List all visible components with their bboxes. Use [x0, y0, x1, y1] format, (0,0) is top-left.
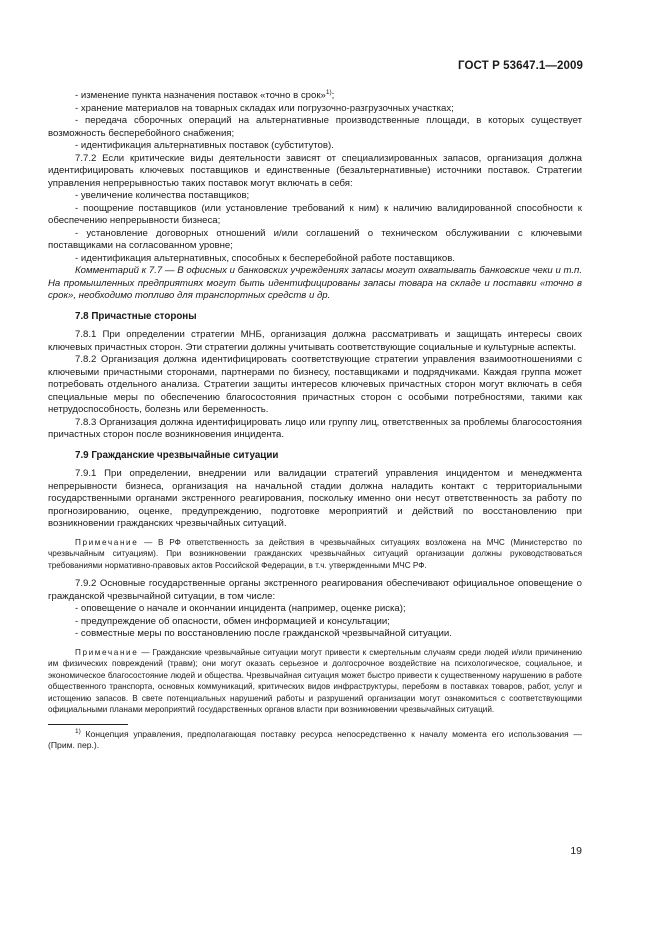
list-item: - увеличение количества поставщиков; — [75, 190, 250, 201]
list-item: - идентификация альтернативных, способных к бесперебойной работе поставщиков. — [75, 252, 455, 264]
list-item: - поощрение поставщиков (или установление требований к ним) к наличию валидированной способности к обеспечению непрерывности бизнеса; — [48, 202, 582, 226]
footnote-ref: 1) — [325, 88, 332, 96]
note-label: Примечание — [75, 537, 139, 547]
page-number: 19 — [570, 845, 582, 857]
list-item: - совместные меры по восстановлению после гражданской чрезвычайной ситуации. — [75, 628, 452, 639]
list-item: - предупреждение об опасности, обмен информацией и консультации; — [75, 615, 390, 627]
note-7-9-1: Примечание — В РФ ответственность за действия в чрезвычайных ситуациях возложена на МЧС (Министерство по чрезвычайным ситуациям). При возникновении гражданских чрезвычайных ситуаций организации должны руководствоваться требованиями нормативно-правовых актов Российской Федерации, в т.ч. утвержденными МЧС РФ. — [48, 537, 582, 570]
list-item: - установление договорных отношений и/или соглашений о техническом обслуживании с ключевыми поставщиками на согласованном уровне; — [48, 227, 582, 251]
section-heading-7-8: 7.8 Причастные стороны — [75, 310, 197, 322]
footnote: $^{1)}$ Концепция управления, предполагающая поставку ресурса непосредственно к началу момента его использования — (Прим. пер.). — [48, 727, 582, 750]
paragraph-7-7-2: 7.7.2 Если критические виды деятельности зависят от специализированных запасов, организация должна идентифицировать ключевых поставщиков и единственные (безальтернативные) источники поставок. Стратегии управления непрерывностью таких поставок могут включать в себя: — [48, 152, 582, 189]
paragraph-7-8-2: 7.8.2 Организация должна идентифицировать соответствующие стратегии управления взаимоотношениями с ключевыми причастными сторонами, партнерами по бизнесу, поставщиками и подрядчиками. Каждая группа может потребовать отдельного анализа. Стратегии защиты интересов ключевых причастных сторон могут включать в себя специальные меры по обеспечению благосостояния причастных сторон с особыми потребностями, такими как нетрудоспособность, болезнь или беременность. — [48, 354, 582, 415]
footnote-separator — [48, 724, 128, 725]
page-body — [48, 90, 582, 752]
list-item: - передача сборочных операций на альтернативные производственные площади, в которых существует возможность бесперебойного снабжения; — [48, 115, 582, 139]
list-item: - хранение материалов на товарных складах или погрузочно-разгрузочных участках; — [75, 102, 454, 114]
standard-header: ГОСТ Р 53647.1—2009 — [458, 60, 583, 72]
paragraph-7-8-1: 7.8.1 При определении стратегии МНБ, организация должна рассматривать и защищать интересы своих ключевых причастных сторон. Эти стратегии должны учитывать соответствующие социальные и культурные аспекты. — [48, 329, 582, 353]
list-item: - идентификация альтернативных поставок (субститутов). — [75, 140, 334, 151]
paragraph-7-8-3: 7.8.3 Организация должна идентифицировать лицо или группу лиц, ответственных за проблемы благосостояния причастных сторон после возникновения инцидента. — [48, 416, 582, 440]
note-7-9-2: Примечание — Гражданские чрезвычайные ситуации могут привести к смертельным случаям среди людей и/или причинению им физических повреждений (травм); они могут оказать серьезное и долгосрочное воздействие на психологическое, социальное, и экономическое благосостояние людей и общества. Чрезвычайная ситуация может быстро привести к существенному нарушению в работе общественного транспорта, основных коммуникаций, критических видов инфраструктуры, перебоям в поставках товаров, работ, услуг и истощению запасов. В свете потенциальных нарушений работы и разрушений организации могут ознакомиться с соответствующими официальными планами мероприятий государственных органов власти при возникновении чрезвычайных ситуаций. — [48, 647, 582, 714]
note-label: Примечание — [75, 647, 139, 657]
section-heading-7-9: 7.9 Гражданские чрезвычайные ситуации — [75, 449, 279, 461]
list-item: - оповещение о начале и окончании инцидента (например, оценке риска); — [75, 603, 406, 614]
comment-7-7: Комментарий к 7.7 — В офисных и банковских учреждениях запасы могут охватывать банковские чеки и т.п. На промышленных предприятиях могут быть идентифицированы запасы товара на складе и поставки «точно в срок», необходимо топливо для транспортных средств и др. — [48, 265, 582, 301]
list-item: - изменение пункта назначения поставок «точно в срок»$^{1)}$; — [75, 88, 335, 101]
paragraph-7-9-2: 7.9.2 Основные государственные органы экстренного реагирования обеспечивают официальное оповещение о гражданской чрезвычайной ситуации, в том числе: — [48, 578, 582, 602]
footnote-mark: 1) — [75, 727, 81, 735]
paragraph-7-9-1: 7.9.1 При определении, внедрении или валидации стратегий управления инцидентом и менеджмента непрерывности бизнеса, организация на начальной стадии должна наладить контакт с территориальными государственными органами экстренного реагирования, поскольку именно они несут ответственность за работу по прогнозированию, оценке, предупреждению, подготовке мероприятий и действий по восстановлению при возникновении гражданских чрезвычайных ситуаций. — [48, 468, 582, 529]
